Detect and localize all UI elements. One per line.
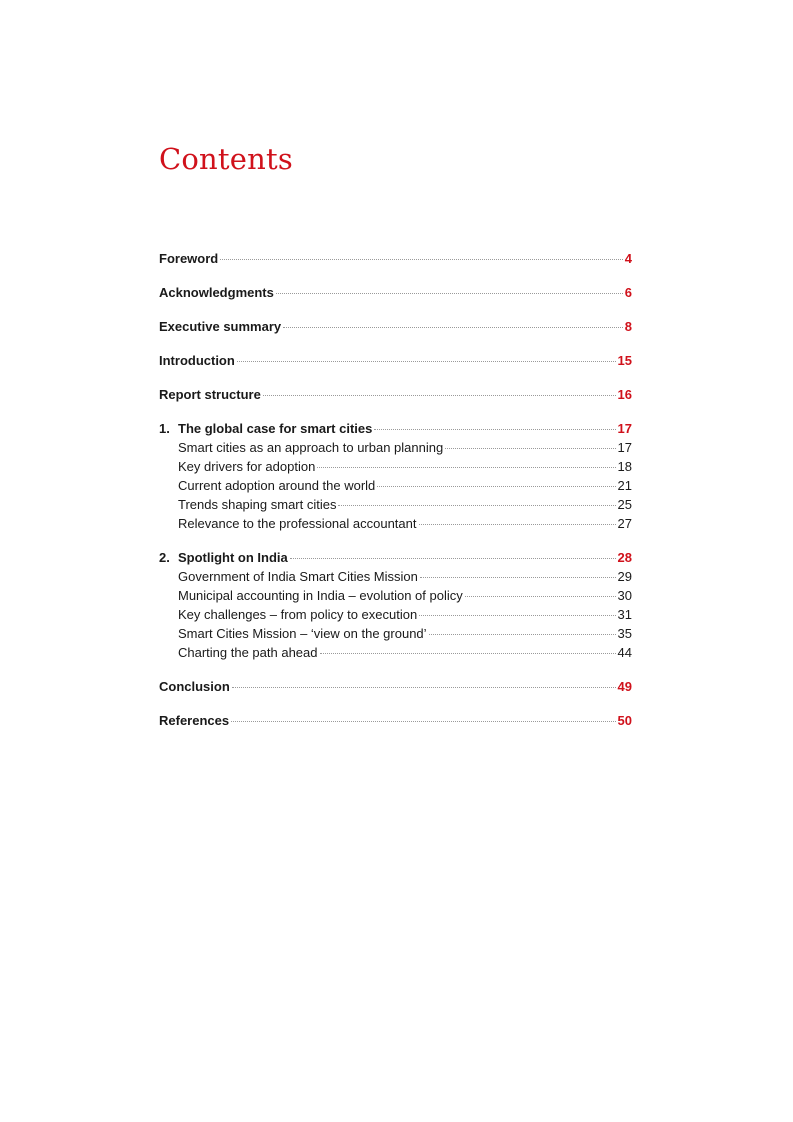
toc-subentry-label: Government of India Smart Cities Mission (178, 569, 418, 584)
toc-entry-introduction[interactable] (159, 351, 632, 370)
toc-subentry-label: Charting the path ahead (178, 645, 318, 660)
toc-page-number: 35 (617, 626, 632, 641)
toc-subentry[interactable] (159, 567, 632, 586)
dot-leader (419, 524, 616, 525)
toc-page-number: 21 (617, 478, 632, 493)
toc-entry-conclusion[interactable] (159, 677, 632, 696)
page-title: Contents (159, 142, 293, 176)
dot-leader (231, 721, 615, 722)
dot-leader (374, 429, 615, 430)
toc-entry-label: Executive summary (159, 319, 282, 334)
dot-leader (263, 395, 616, 396)
dot-leader (276, 293, 623, 294)
toc-entry-acknowledgments[interactable] (159, 283, 632, 302)
dot-leader (283, 327, 623, 328)
toc-subentry[interactable] (159, 476, 632, 495)
dot-leader (465, 596, 616, 597)
toc-page-number: 15 (617, 353, 632, 368)
toc-entry-label: Report structure (159, 387, 261, 402)
toc-page-number: 27 (617, 516, 632, 531)
toc-entry-label: Spotlight on India (178, 550, 288, 565)
dot-leader (377, 486, 615, 487)
toc-entry-label: References (159, 713, 230, 728)
toc-page-number: 4 (624, 251, 632, 266)
toc-subentry[interactable] (159, 624, 632, 643)
toc-page-number: 31 (617, 607, 632, 622)
toc-subentry-label: Trends shaping smart cities (178, 497, 337, 512)
table-of-contents (159, 249, 632, 730)
dot-leader (317, 467, 615, 468)
toc-page-number: 30 (617, 588, 632, 603)
toc-subentry-label: Key drivers for adoption (178, 459, 316, 474)
toc-subentry-label: Relevance to the professional accountant (178, 516, 417, 531)
toc-entry-label: Foreword (159, 251, 219, 266)
toc-page-number: 28 (617, 550, 632, 565)
toc-subentry[interactable] (159, 495, 632, 514)
toc-page-number: 29 (617, 569, 632, 584)
toc-subentry[interactable] (159, 605, 632, 624)
toc-page-number: 16 (617, 387, 632, 402)
dot-leader (420, 577, 616, 578)
toc-page-number: 49 (617, 679, 632, 694)
toc-entry-foreword[interactable] (159, 249, 632, 268)
toc-entry-label: The global case for smart cities (178, 421, 373, 436)
dot-leader (220, 259, 623, 260)
dot-leader (445, 448, 615, 449)
toc-subentry[interactable] (159, 643, 632, 662)
dot-leader (338, 505, 615, 506)
dot-leader (237, 361, 616, 362)
toc-entry-section-1[interactable] (159, 419, 632, 438)
toc-page-number: 18 (617, 459, 632, 474)
toc-entry-references[interactable] (159, 711, 632, 730)
toc-page-number: 17 (617, 421, 632, 436)
section-number: 2. (159, 550, 170, 565)
section-number: 1. (159, 421, 170, 436)
toc-page-number: 6 (624, 285, 632, 300)
toc-page-number: 17 (617, 440, 632, 455)
toc-subentry[interactable] (159, 438, 632, 457)
dot-leader (232, 687, 616, 688)
toc-subentry-label: Current adoption around the world (178, 478, 376, 493)
toc-subentry[interactable] (159, 514, 632, 533)
toc-subentry-label: Smart Cities Mission – ‘view on the ground’ (178, 626, 427, 641)
dot-leader (419, 615, 615, 616)
toc-page-number: 25 (617, 497, 632, 512)
toc-entry-label: Acknowledgments (159, 285, 274, 300)
toc-entry-label: Conclusion (159, 679, 230, 694)
dot-leader (290, 558, 616, 559)
toc-page-number: 8 (624, 319, 632, 334)
toc-page-number: 44 (617, 645, 632, 660)
toc-entry-section-2[interactable] (159, 548, 632, 567)
dot-leader (320, 653, 616, 654)
toc-page-number: 50 (617, 713, 632, 728)
toc-subentry-label: Key challenges – from policy to execution (178, 607, 418, 622)
toc-subentry[interactable] (159, 586, 632, 605)
dot-leader (429, 634, 616, 635)
toc-subentry-label: Smart cities as an approach to urban planning (178, 440, 444, 455)
toc-subentry[interactable] (159, 457, 632, 476)
toc-entry-executive-summary[interactable] (159, 317, 632, 336)
toc-subentry-label: Municipal accounting in India – evolution of policy (178, 588, 463, 603)
toc-entry-label: Introduction (159, 353, 235, 368)
toc-entry-report-structure[interactable] (159, 385, 632, 404)
